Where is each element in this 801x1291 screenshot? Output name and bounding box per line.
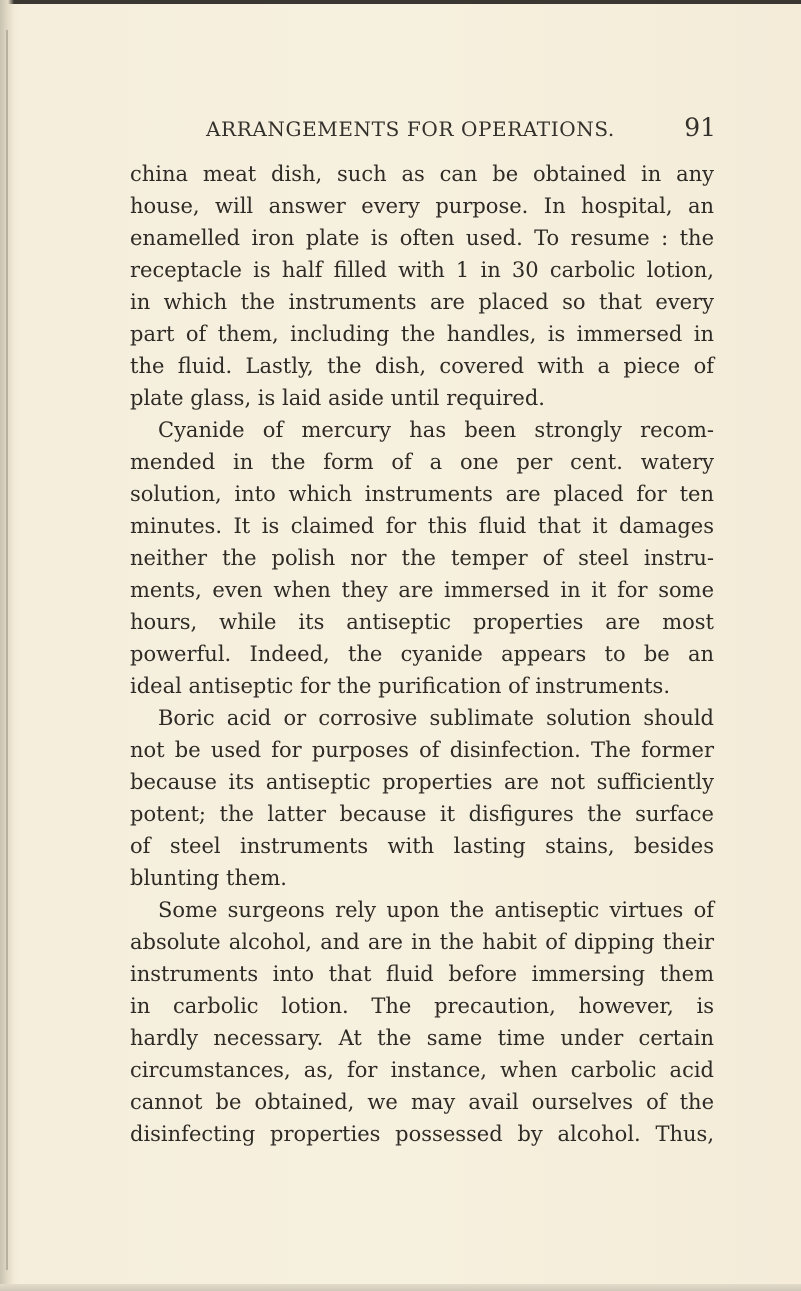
text-line: hardly necessary. At the same time under certain xyxy=(130,1026,714,1050)
text-line: ments, even when they are immersed in it for some xyxy=(130,578,714,602)
text-line: the fluid. Lastly, the dish, covered with a piece of xyxy=(130,354,714,378)
paragraph-start-line: Boric acid or corrosive sublimate solution should xyxy=(158,706,714,730)
text-line: part of them, including the handles, is immersed in xyxy=(130,322,714,346)
text-line: in which the instruments are placed so that every xyxy=(130,290,714,314)
top-border xyxy=(0,0,801,4)
text-line: minutes. It is claimed for this fluid that it damages xyxy=(130,514,714,538)
text-line: powerful. Indeed, the cyanide appears to be an xyxy=(130,642,714,666)
text-line: because its antiseptic properties are not sufficiently xyxy=(130,770,714,794)
bottom-border xyxy=(0,1284,801,1291)
text-line: solution, into which instruments are placed for ten xyxy=(130,482,714,506)
page-gutter-line xyxy=(6,30,8,1270)
running-head xyxy=(206,113,716,145)
text-line: mended in the form of a one per cent. watery xyxy=(130,450,714,474)
paragraph-end-line: ideal antiseptic for the purification of instruments. xyxy=(130,674,671,698)
text-line: instruments into that fluid before immersing them xyxy=(130,962,714,986)
paragraph-start-line: Cyanide of mercury has been strongly recom- xyxy=(158,418,714,442)
text-line: hours, while its antiseptic properties are most xyxy=(130,610,714,634)
text-line: of steel instruments with lasting stains, besides xyxy=(130,834,714,858)
paragraph-start-line: Some surgeons rely upon the antiseptic virtues of xyxy=(158,898,714,922)
page-number: 91 xyxy=(684,113,716,142)
text-line: china meat dish, such as can be obtained in any xyxy=(130,162,714,186)
text-line: house, will answer every purpose. In hospital, an xyxy=(130,194,714,218)
body-text xyxy=(130,158,714,1150)
text-line: receptacle is half filled with 1 in 30 carbolic lotion, xyxy=(130,258,714,282)
paragraph-end-line: blunting them. xyxy=(130,866,287,890)
text-line: cannot be obtained, we may avail ourselves of the xyxy=(130,1090,714,1114)
text-line: enamelled iron plate is often used. To resume : the xyxy=(130,226,714,250)
running-title: ARRANGEMENTS FOR OPERATIONS. xyxy=(206,117,615,141)
text-line: potent; the latter because it disfigures the surface xyxy=(130,802,714,826)
text-line: circumstances, as, for instance, when carbolic acid xyxy=(130,1058,714,1082)
text-line: absolute alcohol, and are in the habit of dipping their xyxy=(130,930,714,954)
text-line: neither the polish nor the temper of steel instru- xyxy=(130,546,714,570)
text-line: in carbolic lotion. The precaution, however, is xyxy=(130,994,714,1018)
text-line: disinfecting properties possessed by alcohol. Thus, xyxy=(130,1122,714,1146)
paragraph-end-line: plate glass, is laid aside until required. xyxy=(130,386,545,410)
text-line: not be used for purposes of disinfection. The former xyxy=(130,738,714,762)
